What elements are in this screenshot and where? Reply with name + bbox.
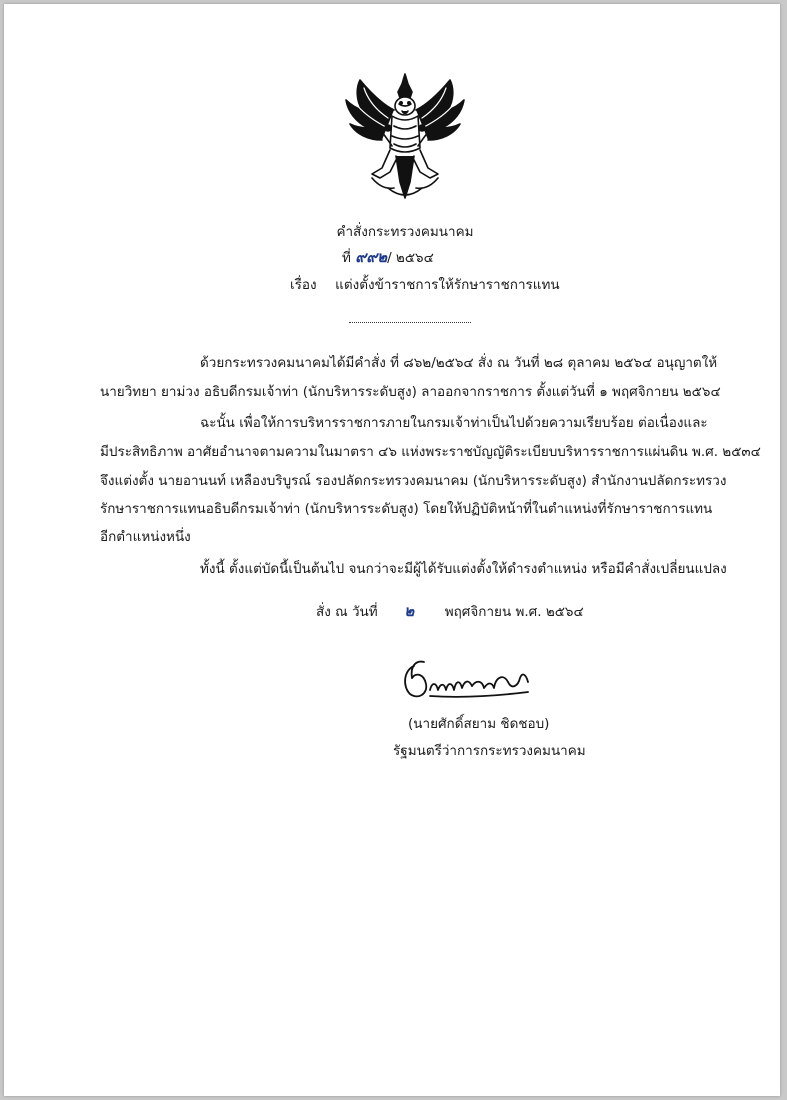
- subject-text: แต่งตั้งข้าราชการให้รักษาราชการแทน: [335, 277, 560, 293]
- separator-dots: [349, 322, 471, 323]
- paragraph-1-line-2: นายวิทยา ยาม่วง อธิบดีกรมเจ้าท่า (นักบริหารระดับสูง) ลาออกจากราชการ ตั้งแต่วันที่ ๑ พฤศจิกายน ๒๕๖๔: [100, 384, 721, 400]
- date-day-handwritten: ๒: [404, 602, 415, 620]
- date-prefix: สั่ง ณ วันที่: [316, 604, 378, 620]
- order-number-handwritten: ๙๙๒: [355, 248, 388, 266]
- subject-line: [290, 276, 560, 294]
- paragraph-2-line-4: รักษาราชการแทนอธิบดีกรมเจ้าท่า (นักบริหารระดับสูง) โดยให้ปฏิบัติหน้าที่ในตำแหน่งที่รักษาราชการแทน: [100, 501, 713, 517]
- order-date: [316, 602, 584, 621]
- paragraph-2-line-3: จึงแต่งตั้ง นายอานนท์ เหลืองบริบูรณ์ รองปลัดกระทรวงคมนาคม (นักบริหารระดับสูง) สำนักงานปลัดกระทรวง: [100, 473, 727, 489]
- signature-icon: [400, 656, 534, 706]
- paragraph-2-line-5: อีกตำแหน่งหนึ่ง: [100, 529, 191, 545]
- signatory-name: (นายศักดิ์สยาม ชิดชอบ): [408, 716, 550, 732]
- subject-label: เรื่อง: [290, 277, 317, 293]
- order-number-prefix: ที่: [342, 250, 351, 266]
- order-title: คำสั่งกระทรวงคมนาคม: [336, 224, 474, 240]
- order-number-suffix: / ๒๕๖๔: [387, 250, 434, 266]
- date-month-year: พฤศจิกายน พ.ศ. ๒๕๖๔: [444, 604, 584, 620]
- paragraph-3-line-1: ทั้งนี้ ตั้งแต่บัดนี้เป็นต้นไป จนกว่าจะมีผู้ได้รับแต่งตั้งให้ดำรงตำแหน่ง หรือมีคำสั่งเปลี่ยนแปลง: [200, 561, 727, 577]
- paragraph-2-line-2: มีประสิทธิภาพ อาศัยอำนาจตามความในมาตรา ๔๖ แห่งพระราชบัญญัติระเบียบบริหารราชการแผ่นดิน พ.ศ. ๒๕๓๔: [100, 444, 761, 460]
- paragraph-2-line-1: ฉะนั้น เพื่อให้การบริหารราชการภายในกรมเจ้าท่าเป็นไปด้วยความเรียบร้อย ต่อเนื่องและ: [200, 415, 708, 431]
- garuda-emblem-icon: [342, 70, 468, 206]
- signatory-position: รัฐมนตรีว่าการกระทรวงคมนาคม: [393, 743, 586, 759]
- paragraph-1-line-1: ด้วยกระทรวงคมนาคมได้มีคำสั่ง ที่ ๘๖๒/๒๕๖๔ สั่ง ณ วันที่ ๒๘ ตุลาคม ๒๕๖๔ อนุญาตให้: [200, 355, 718, 371]
- document-page: [4, 4, 780, 1096]
- order-number: [342, 248, 434, 267]
